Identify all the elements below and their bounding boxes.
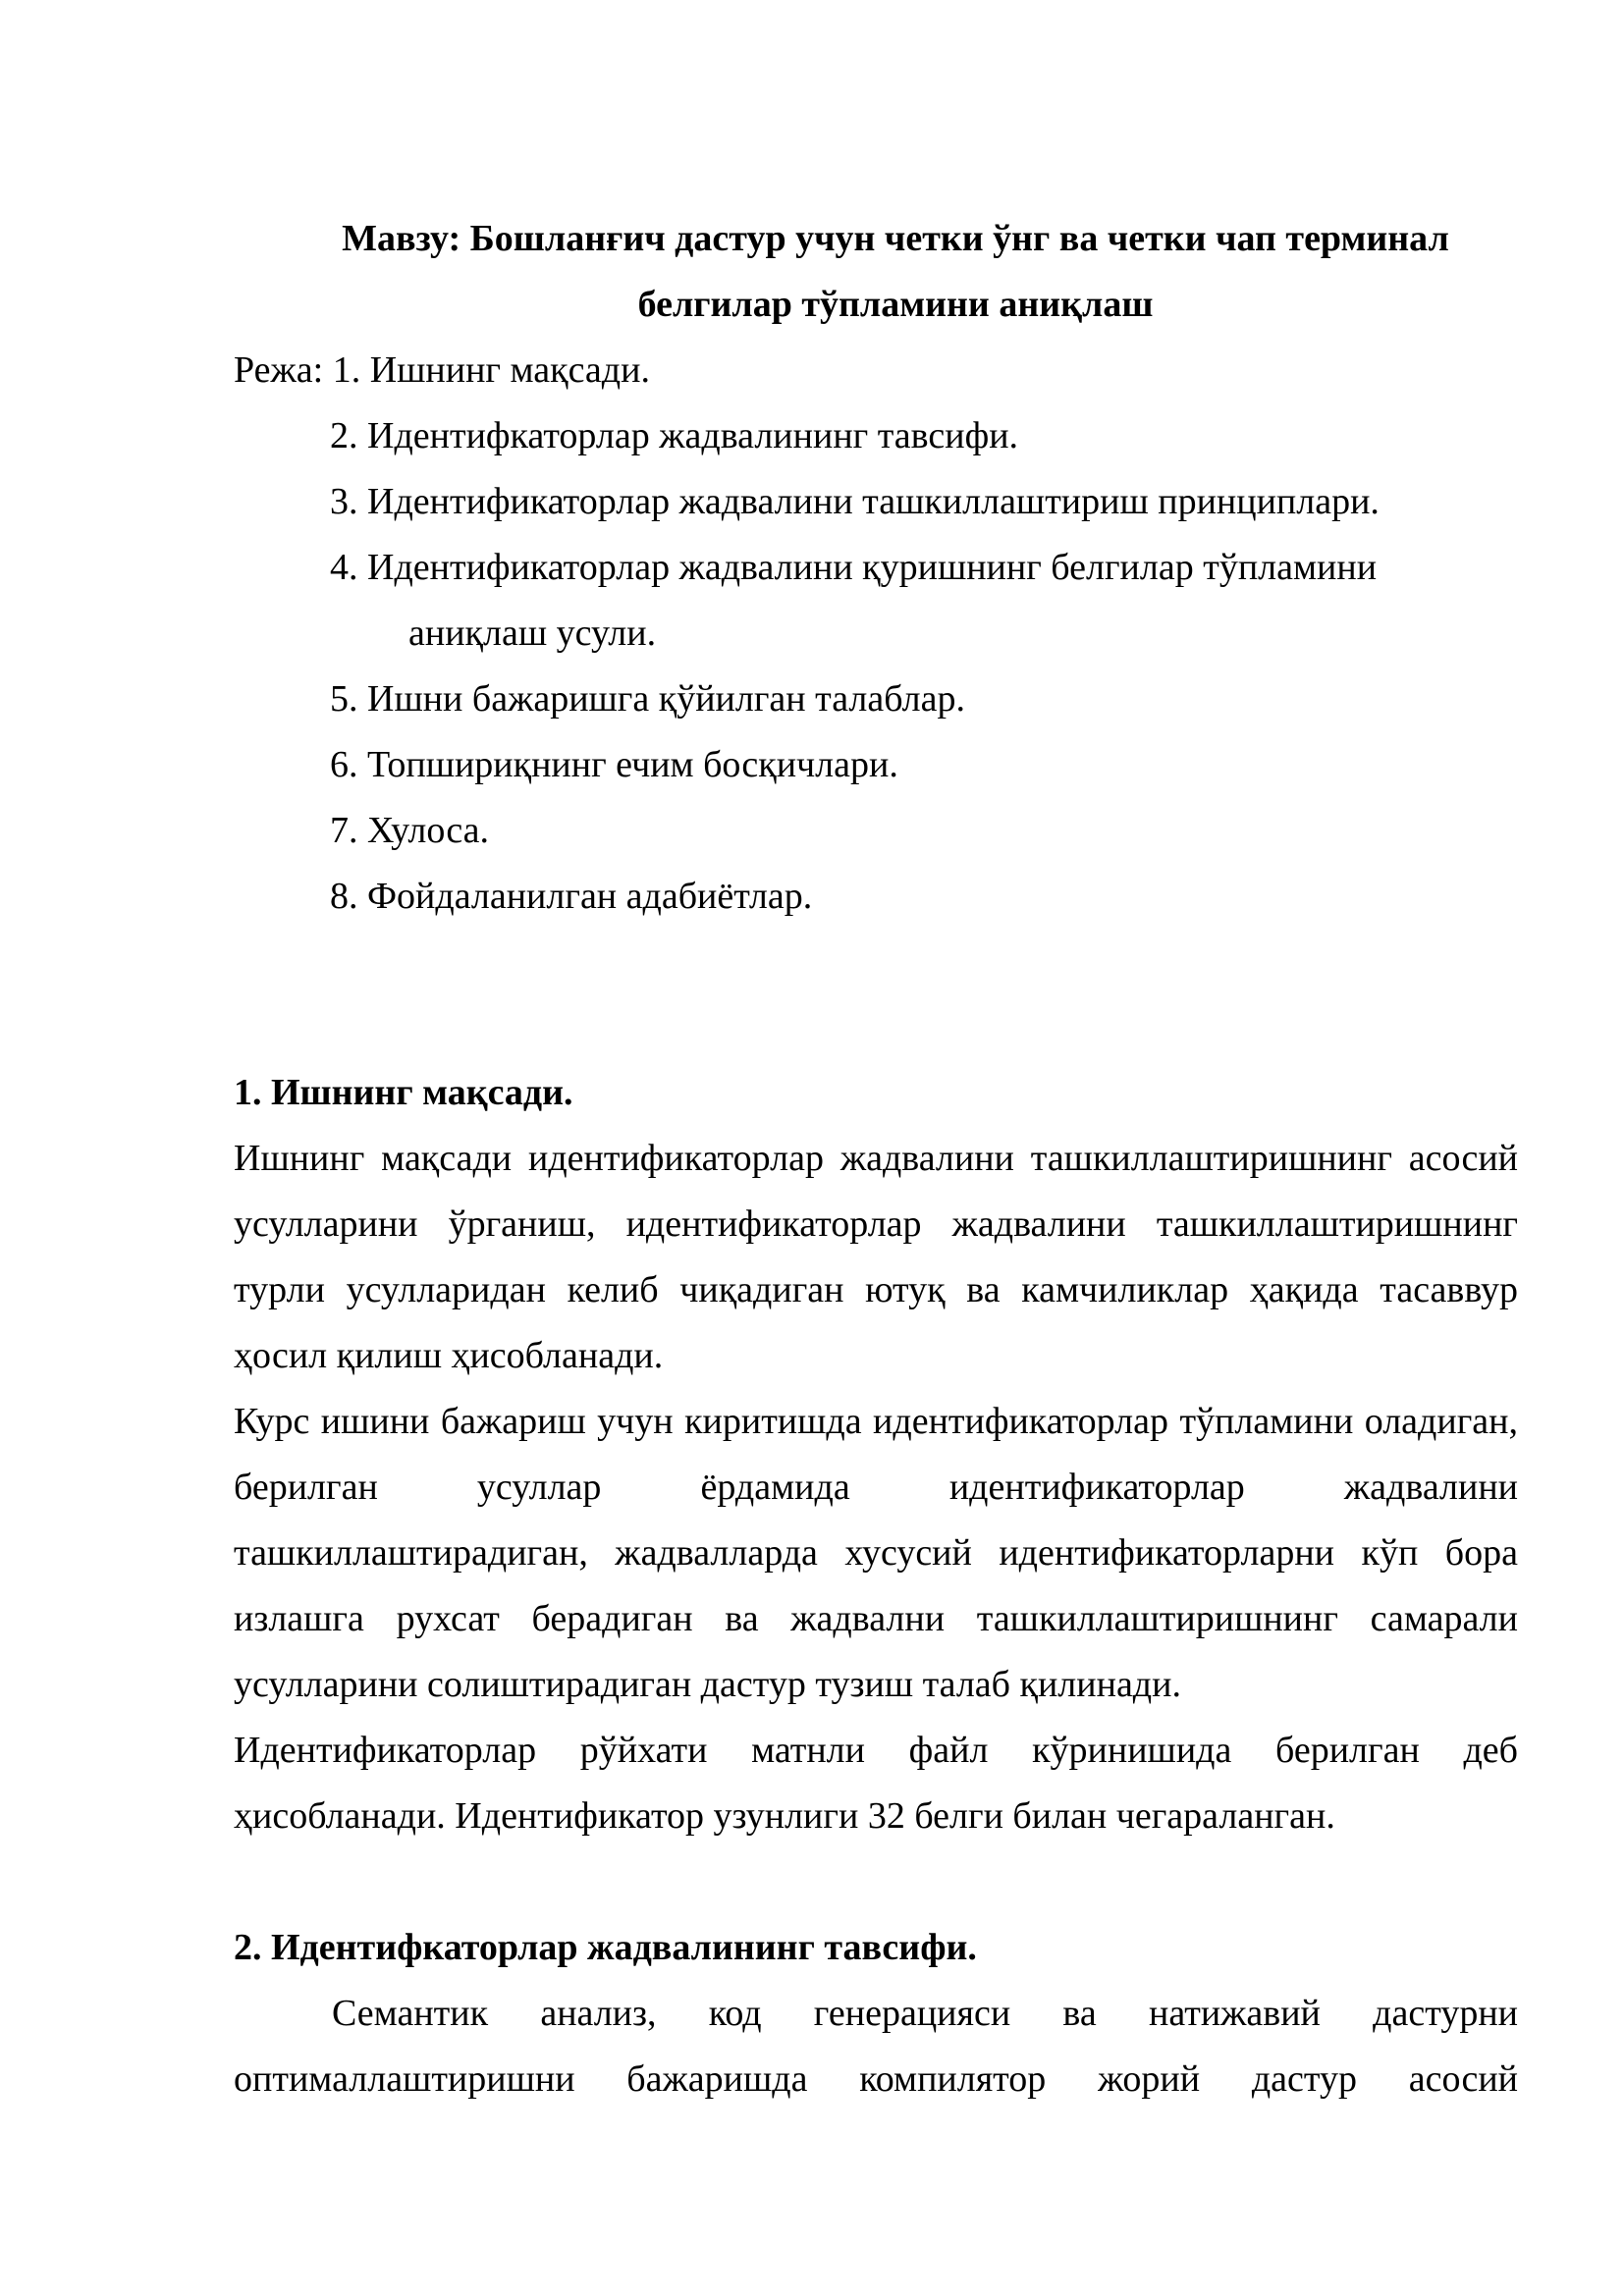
plan-item-text: Ишнинг мақсади. [369,349,650,391]
document-content [234,206,1518,2112]
plan-item-number: 1. [332,349,361,391]
section-1-paragraph: Идентификаторлар рўйхати матнли файл кўринишида берилган деб ҳисобланади. Идентификатор узунлиги 32 белги билан чегараланган. [234,1730,1518,1837]
section-2 [234,1915,1518,2112]
section-2-paragraph: Семантик анализ, код генерацияси ва натижавий дастурни оптималлаштиришни бажаришда компилятор жорий дастур асосий [234,1993,1518,2100]
document-title [234,206,1518,338]
plan-item-text: Топшириқнинг ечим босқичлари. [367,744,898,785]
plan-item-text: Фойдаланилган адабиётлар. [367,876,813,917]
plan-list [234,403,1518,930]
plan-item-text: Идентифкаторлар жадвалининг тавсифи. [367,415,1019,456]
title-line-2: белгилар тўпламини аниқлаш [637,284,1154,325]
plan-block [234,338,1518,930]
plan-item-number: 4. [330,547,358,588]
section-1-paragraph: Ишнинг мақсади идентификаторлар жадвалини ташкиллаштиришнинг асосий усулларини ўрганиш, идентификаторлар жадвалини ташкиллаштиришнинг турли усулларидан келиб чиқадиган ютуқ ва камчиликлар ҳақида тасаввур ҳосил қилиш ҳисобланади. [234,1138,1518,1376]
section-1 [234,1060,1518,1849]
plan-item [234,798,1518,864]
plan-item [234,535,1518,667]
section-1-paragraph: Курс ишини бажариш учун киритишда идентификаторлар тўпламини оладиган, берилган усуллар ёрдамида идентификаторлар жадвалини ташкиллаштирадиган, жадвалларда хусусий идентификаторларни кўп бора излашга рухсат берадиган ва жадвални ташкиллаштиришнинг самарали усулларини солиштирадиган дастур тузиш талаб қилинади. [234,1401,1518,1705]
plan-item [234,864,1518,930]
section-2-heading: 2. Идентифкаторлар жадвалининг тавсифи. [234,1927,977,1968]
plan-item [234,667,1518,732]
plan-item [234,403,1518,469]
plan-item-number: 6. [330,744,358,785]
plan-item-number: 2. [330,415,358,456]
plan-item-text: Ишни бажаришга қўйилган талаблар. [367,678,965,720]
plan-item-number: 8. [330,876,358,917]
spacer [234,930,1518,1060]
section-1-heading: 1. Ишнинг мақсади. [234,1072,573,1113]
plan-item-number: 5. [330,678,358,720]
plan-first-line [234,338,1518,403]
plan-item-text: Идентификаторлар жадвалини қуришнинг белгилар тўпламини [367,547,1378,588]
plan-item [234,732,1518,798]
plan-item-number: 3. [330,481,358,522]
plan-item-text: Хулоса. [367,810,490,851]
plan-item-continuation: аниқлаш усули. [408,613,657,654]
plan-label: Режа: [234,349,324,391]
plan-item [234,469,1518,535]
title-line-1: Мавзу: Бошланғич дастур учун четки ўнг ва четки чап терминал [342,218,1449,259]
spacer [234,1849,1518,1915]
plan-item-text: Идентификаторлар жадвалини ташкиллаштириш принциплари. [367,481,1380,522]
plan-item-number: 7. [330,810,358,851]
